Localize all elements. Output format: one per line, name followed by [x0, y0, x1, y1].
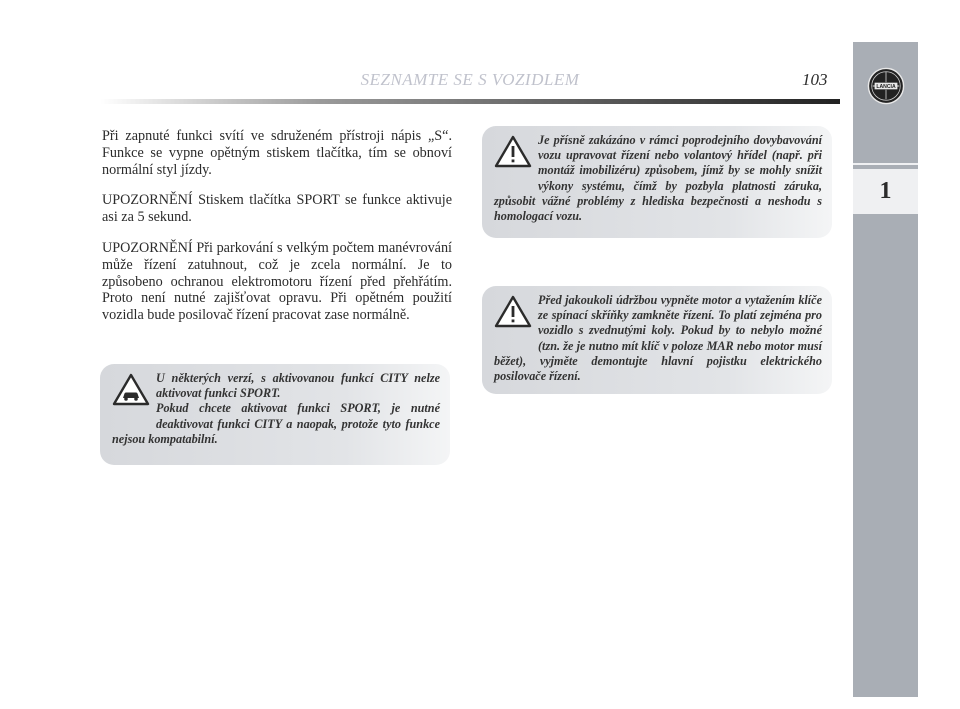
running-header-title: SEZNAMTE SE S VOZIDLEM: [360, 70, 580, 89]
lancia-logo-icon: [867, 67, 905, 105]
sidebar-divider: [853, 163, 918, 165]
chapter-sidebar: [853, 42, 918, 697]
warning-triangle-icon: [494, 135, 532, 169]
paragraph-sport-activation: UPOZORNĚNÍ Stiskem tlačítka SPORT se funkce aktivuje asi za 5 sekund.: [102, 192, 452, 226]
maintenance-warning-box: [482, 286, 832, 394]
modification-warning-text: Je přísně zakázáno v rámci poprodejního dovybavování vozu upravovat řízení nebo volantový hřídel (např. při montáž imobilizéru) způsobem, jímž by se mohly snížit výkony systému, čímž by pozbyla platnosti záruka, způsobit vážné problémy z hlediska bezpečnosti a neshodu s homologací vozu.: [494, 133, 822, 224]
paragraph-sport-indicator: Při zapnuté funkci svítí ve sdruženém přístroji nápis „S“. Funkce se vypne opětným stiskem tlačítka, tím se obnoví normální styl jízdy.: [102, 128, 452, 178]
left-column: [102, 128, 452, 338]
city-note-text-2: Pokud chcete aktivovat funkci SPORT, je nutné deaktivovat funkci CITY a naopak, protože tyto funkce nejsou kompatabilní.: [112, 401, 440, 446]
header-rule: [100, 99, 840, 104]
maintenance-warning-text: Před jakoukoli údržbou vypněte motor a vytažením klíče ze spínací skříňky zamkněte řízení. To platí zejména pro vozidlo s zvednutými koly. Pokud by to nebylo možné (tzn. že je nutno mít klíč v poloze MAR nebo motor musí běžet), vyjměte demontujte hlavní pojistku elektrického posilovače řízení.: [494, 293, 822, 384]
warning-triangle-icon: [494, 295, 532, 329]
page-number: 103: [802, 70, 828, 89]
city-note-box: [100, 364, 450, 465]
svg-text:LANCIA: LANCIA: [876, 84, 896, 91]
chapter-tab[interactable]: 1: [853, 169, 918, 214]
modification-warning-box: [482, 126, 832, 238]
car-warning-icon: [112, 373, 150, 407]
paragraph-parking-note: UPOZORNĚNÍ Při parkování s velkým počtem manévrování může řízení zatuhnout, což je zcela normální. Je to způsobeno ochranou elektromotoru řízení před přehřátím. Proto není nutné zajišťovat opravu. Při opětném použití vozidla bude posilovač řízení pracovat zase normálně.: [102, 239, 452, 324]
city-note-text-1: U některých verzí, s aktivovanou funkcí CITY nelze aktivovat funkci SPORT.: [156, 371, 440, 401]
